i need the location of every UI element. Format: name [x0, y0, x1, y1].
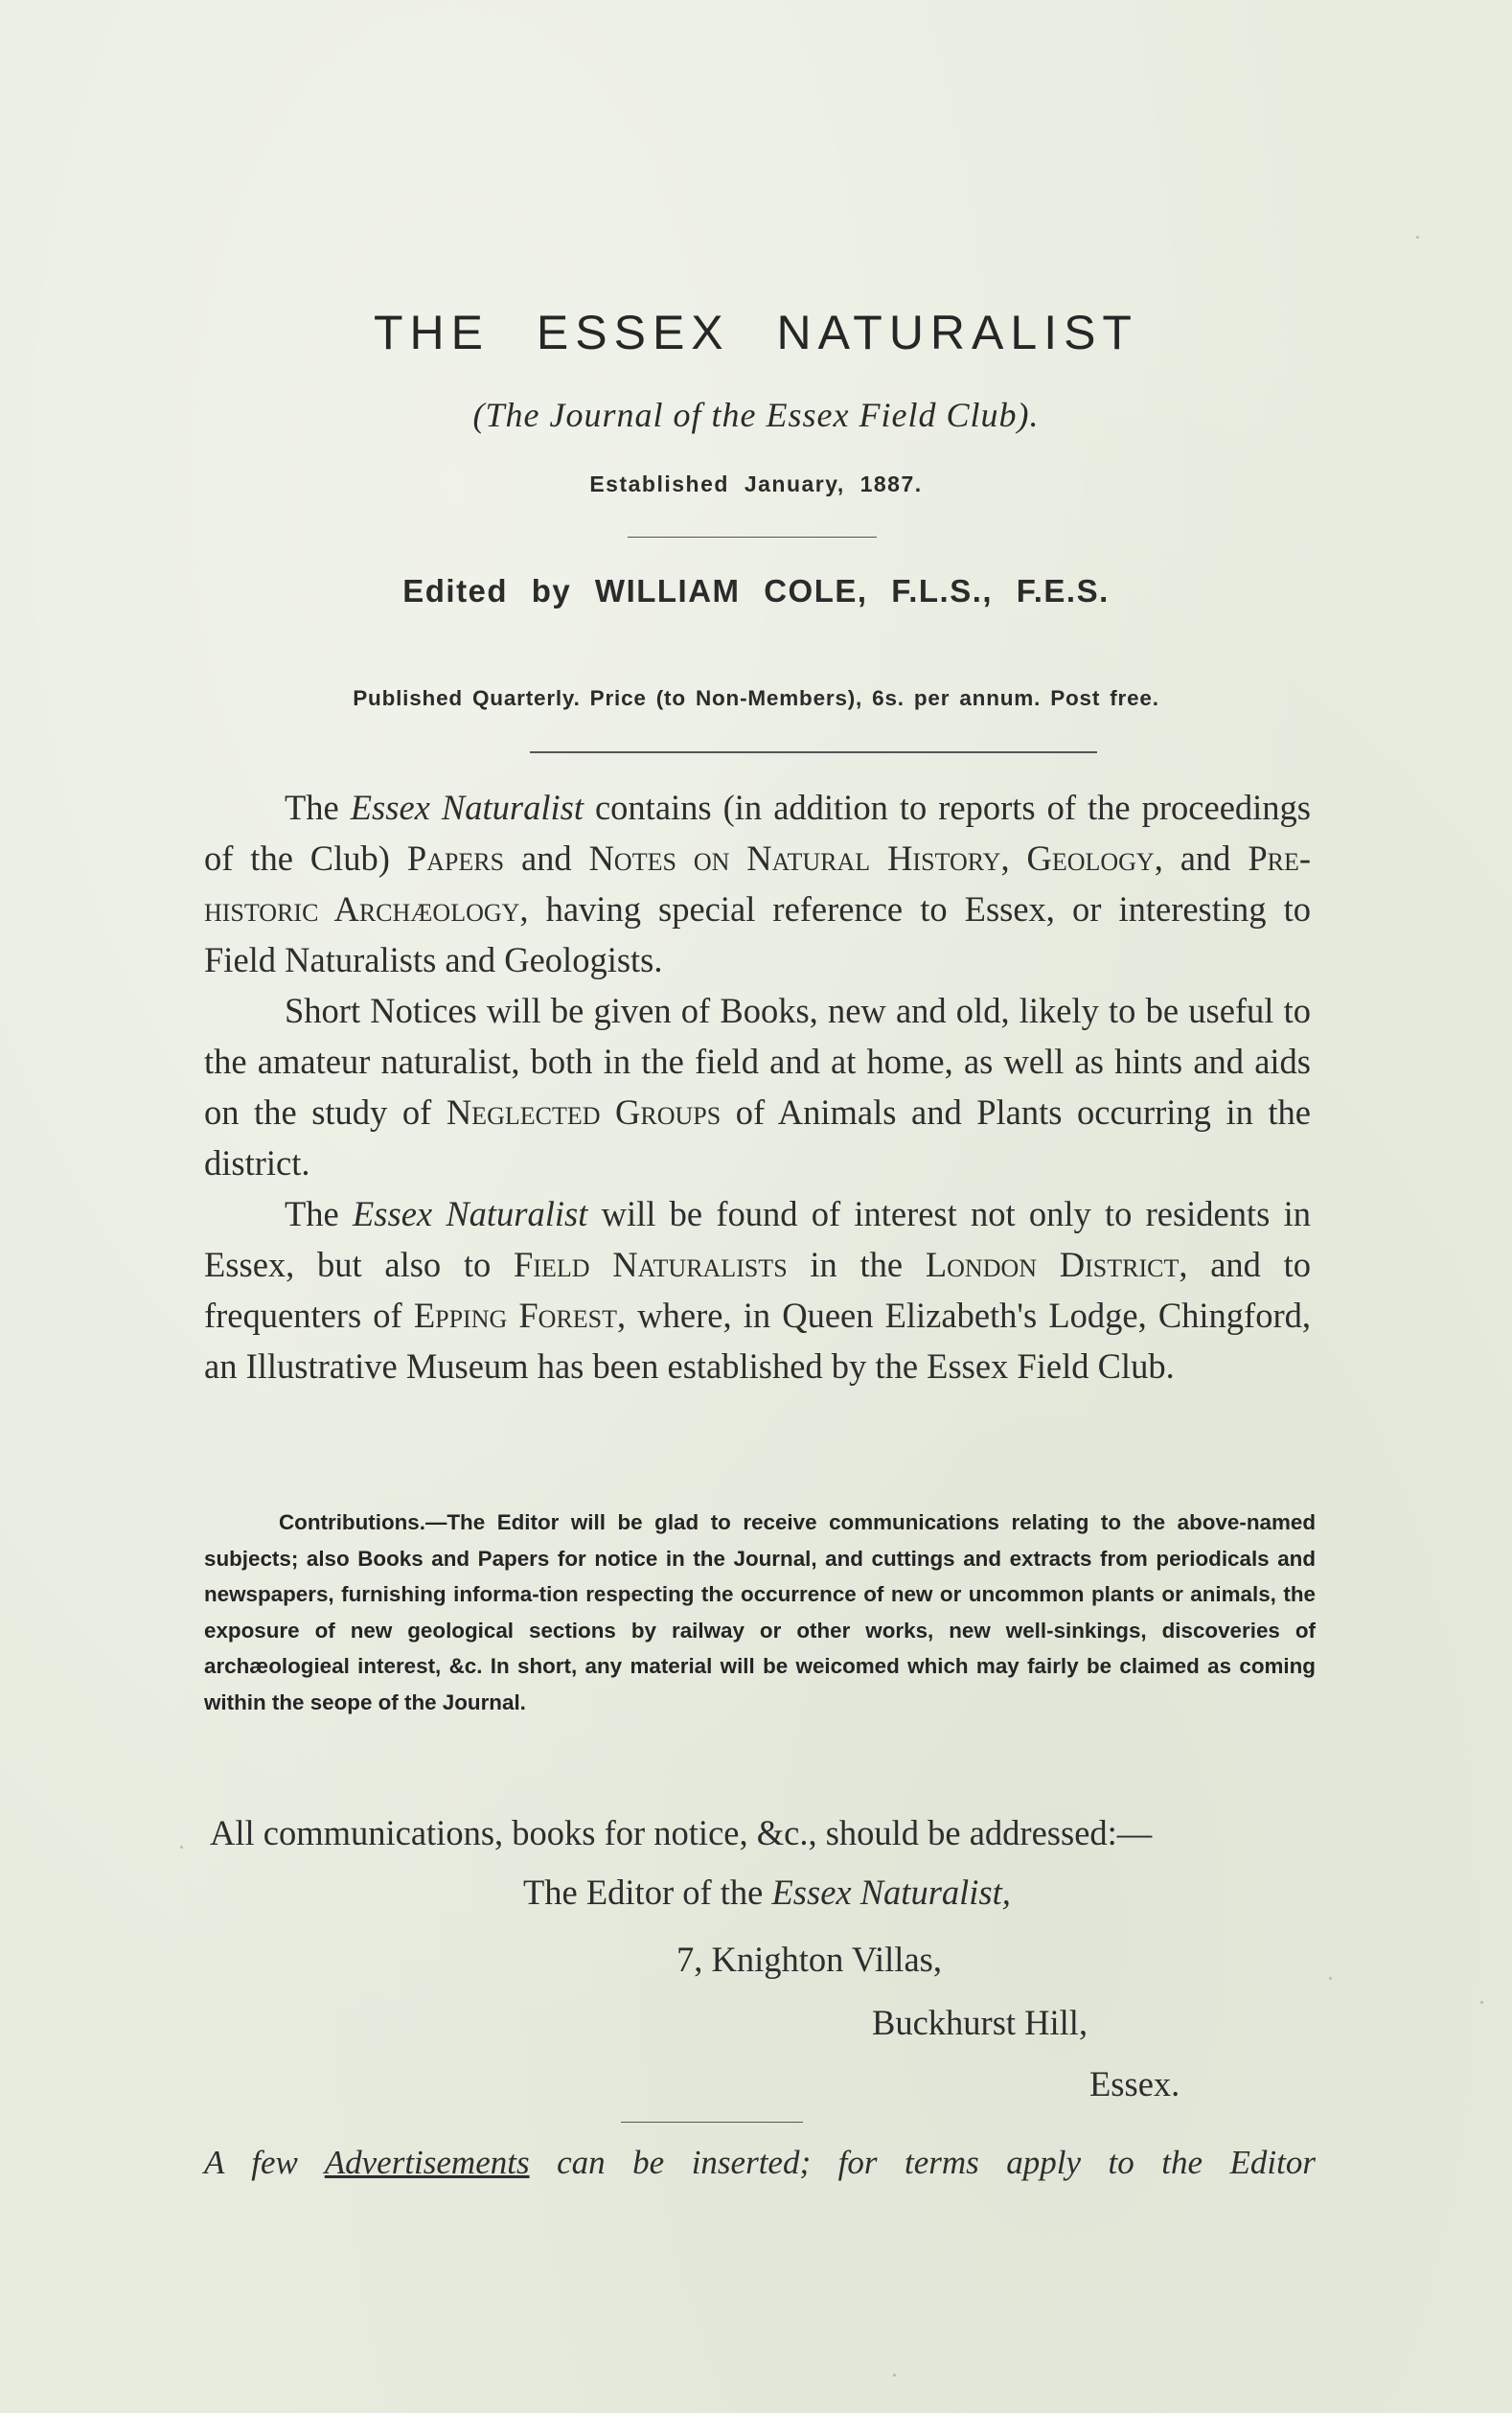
- address-line-town: Buckhurst Hill,: [872, 2003, 1088, 2042]
- journal-name-italic: Essex Naturalist: [350, 788, 584, 827]
- publication-info: Published Quarterly. Price (to Non-Members), 6s. per annum. Post free.: [353, 686, 1159, 710]
- smallcaps-text: Field Naturalists: [514, 1245, 788, 1284]
- smallcaps-text: Geology: [1026, 839, 1155, 878]
- paper-speck: [1329, 1977, 1332, 1980]
- established-date: Established January, 1887.: [589, 471, 923, 496]
- text: ,: [1000, 839, 1027, 878]
- smallcaps-text: Notes on Natural History: [588, 839, 1001, 878]
- text: and: [504, 839, 589, 878]
- text: The Editor of the: [523, 1873, 772, 1912]
- main-text: [204, 782, 1311, 1391]
- paragraph-notices: [204, 985, 1311, 1188]
- divider-short: [628, 537, 877, 538]
- text: , and: [1154, 839, 1249, 878]
- text: A few: [204, 2144, 325, 2181]
- paper-speck: [893, 2374, 896, 2377]
- text: will be found of interest not only to residents in Essex, but also to: [204, 1194, 1311, 1284]
- journal-subtitle: (The Journal of the Essex Field Club).: [472, 396, 1040, 434]
- smallcaps-text: Neglected Groups: [446, 1092, 722, 1132]
- paper-speck: [1416, 236, 1419, 239]
- paragraph-description: [204, 782, 1311, 985]
- divider-small: [621, 2122, 803, 2123]
- text: , where, in Queen Elizabeth's Lodge, Chingford, an Illustrative Museum has been established by the Essex Field Club.: [204, 1296, 1311, 1386]
- smallcaps-text: Papers: [406, 839, 505, 878]
- editor-line: Edited by WILLIAM COLE, F.L.S., F.E.S.: [402, 573, 1110, 609]
- text: can be inserted; for terms apply to the Editor: [529, 2144, 1316, 2181]
- address-line-county: Essex.: [1089, 2064, 1180, 2103]
- text: The: [285, 1194, 353, 1233]
- address-instruction: All communications, books for notice, &c., should be addressed:—: [210, 1813, 1153, 1852]
- text: of Animals and Plants occurring in the district.: [204, 1092, 1311, 1183]
- text: contains (in addition to reports of the proceedings of the Club): [204, 788, 1311, 878]
- paper-speck: [180, 1846, 183, 1849]
- contributions-text: Contributions.—The Editor will be glad to receive communications relating to the above-named subjects; also Books and Papers for notice in the Journal, and cuttings and extracts from periodicals and newspapers, furnishing informa-tion respecting the occurrence of new or uncommon plants or animals, the exposure of new geological sections by railway or other works, new well-sinkings, discoveries of archæologieal interest, &c. In short, any material will be weicomed which may fairly be claimed as coming within the seope of the Journal.: [204, 1510, 1316, 1714]
- advertisement-notice: [204, 2139, 1316, 2187]
- text: , having special reference to Essex, or interesting to Field Naturalists and Geologists.: [204, 889, 1311, 979]
- divider-long: [530, 751, 1097, 753]
- address-line-editor: [523, 1869, 1011, 1917]
- text: The: [285, 788, 351, 827]
- journal-title: THE ESSEX NATURALIST: [374, 306, 1138, 359]
- journal-name-italic: Essex Naturalist: [352, 1194, 588, 1233]
- contributions-notice: [204, 1505, 1316, 1720]
- smallcaps-text: Epping Forest: [413, 1296, 618, 1335]
- paper-speck: [1480, 2001, 1483, 2004]
- text: , and to frequenters of: [204, 1245, 1312, 1335]
- paragraph-interest: [204, 1188, 1311, 1391]
- text: Short Notices will be given of Books, new and old, likely to be useful to the amateur naturalist, both in the field and at home, as well as hints and aids on the study of: [204, 991, 1311, 1132]
- smallcaps-text: Pre-historic Archæology: [204, 839, 1312, 929]
- text: in the: [787, 1245, 926, 1284]
- address-line-street: 7, Knighton Villas,: [676, 1940, 942, 1979]
- smallcaps-text: London District: [925, 1245, 1180, 1284]
- advertisements-underlined: Advertisements: [324, 2144, 530, 2181]
- journal-name-italic: Essex Naturalist,: [771, 1873, 1011, 1912]
